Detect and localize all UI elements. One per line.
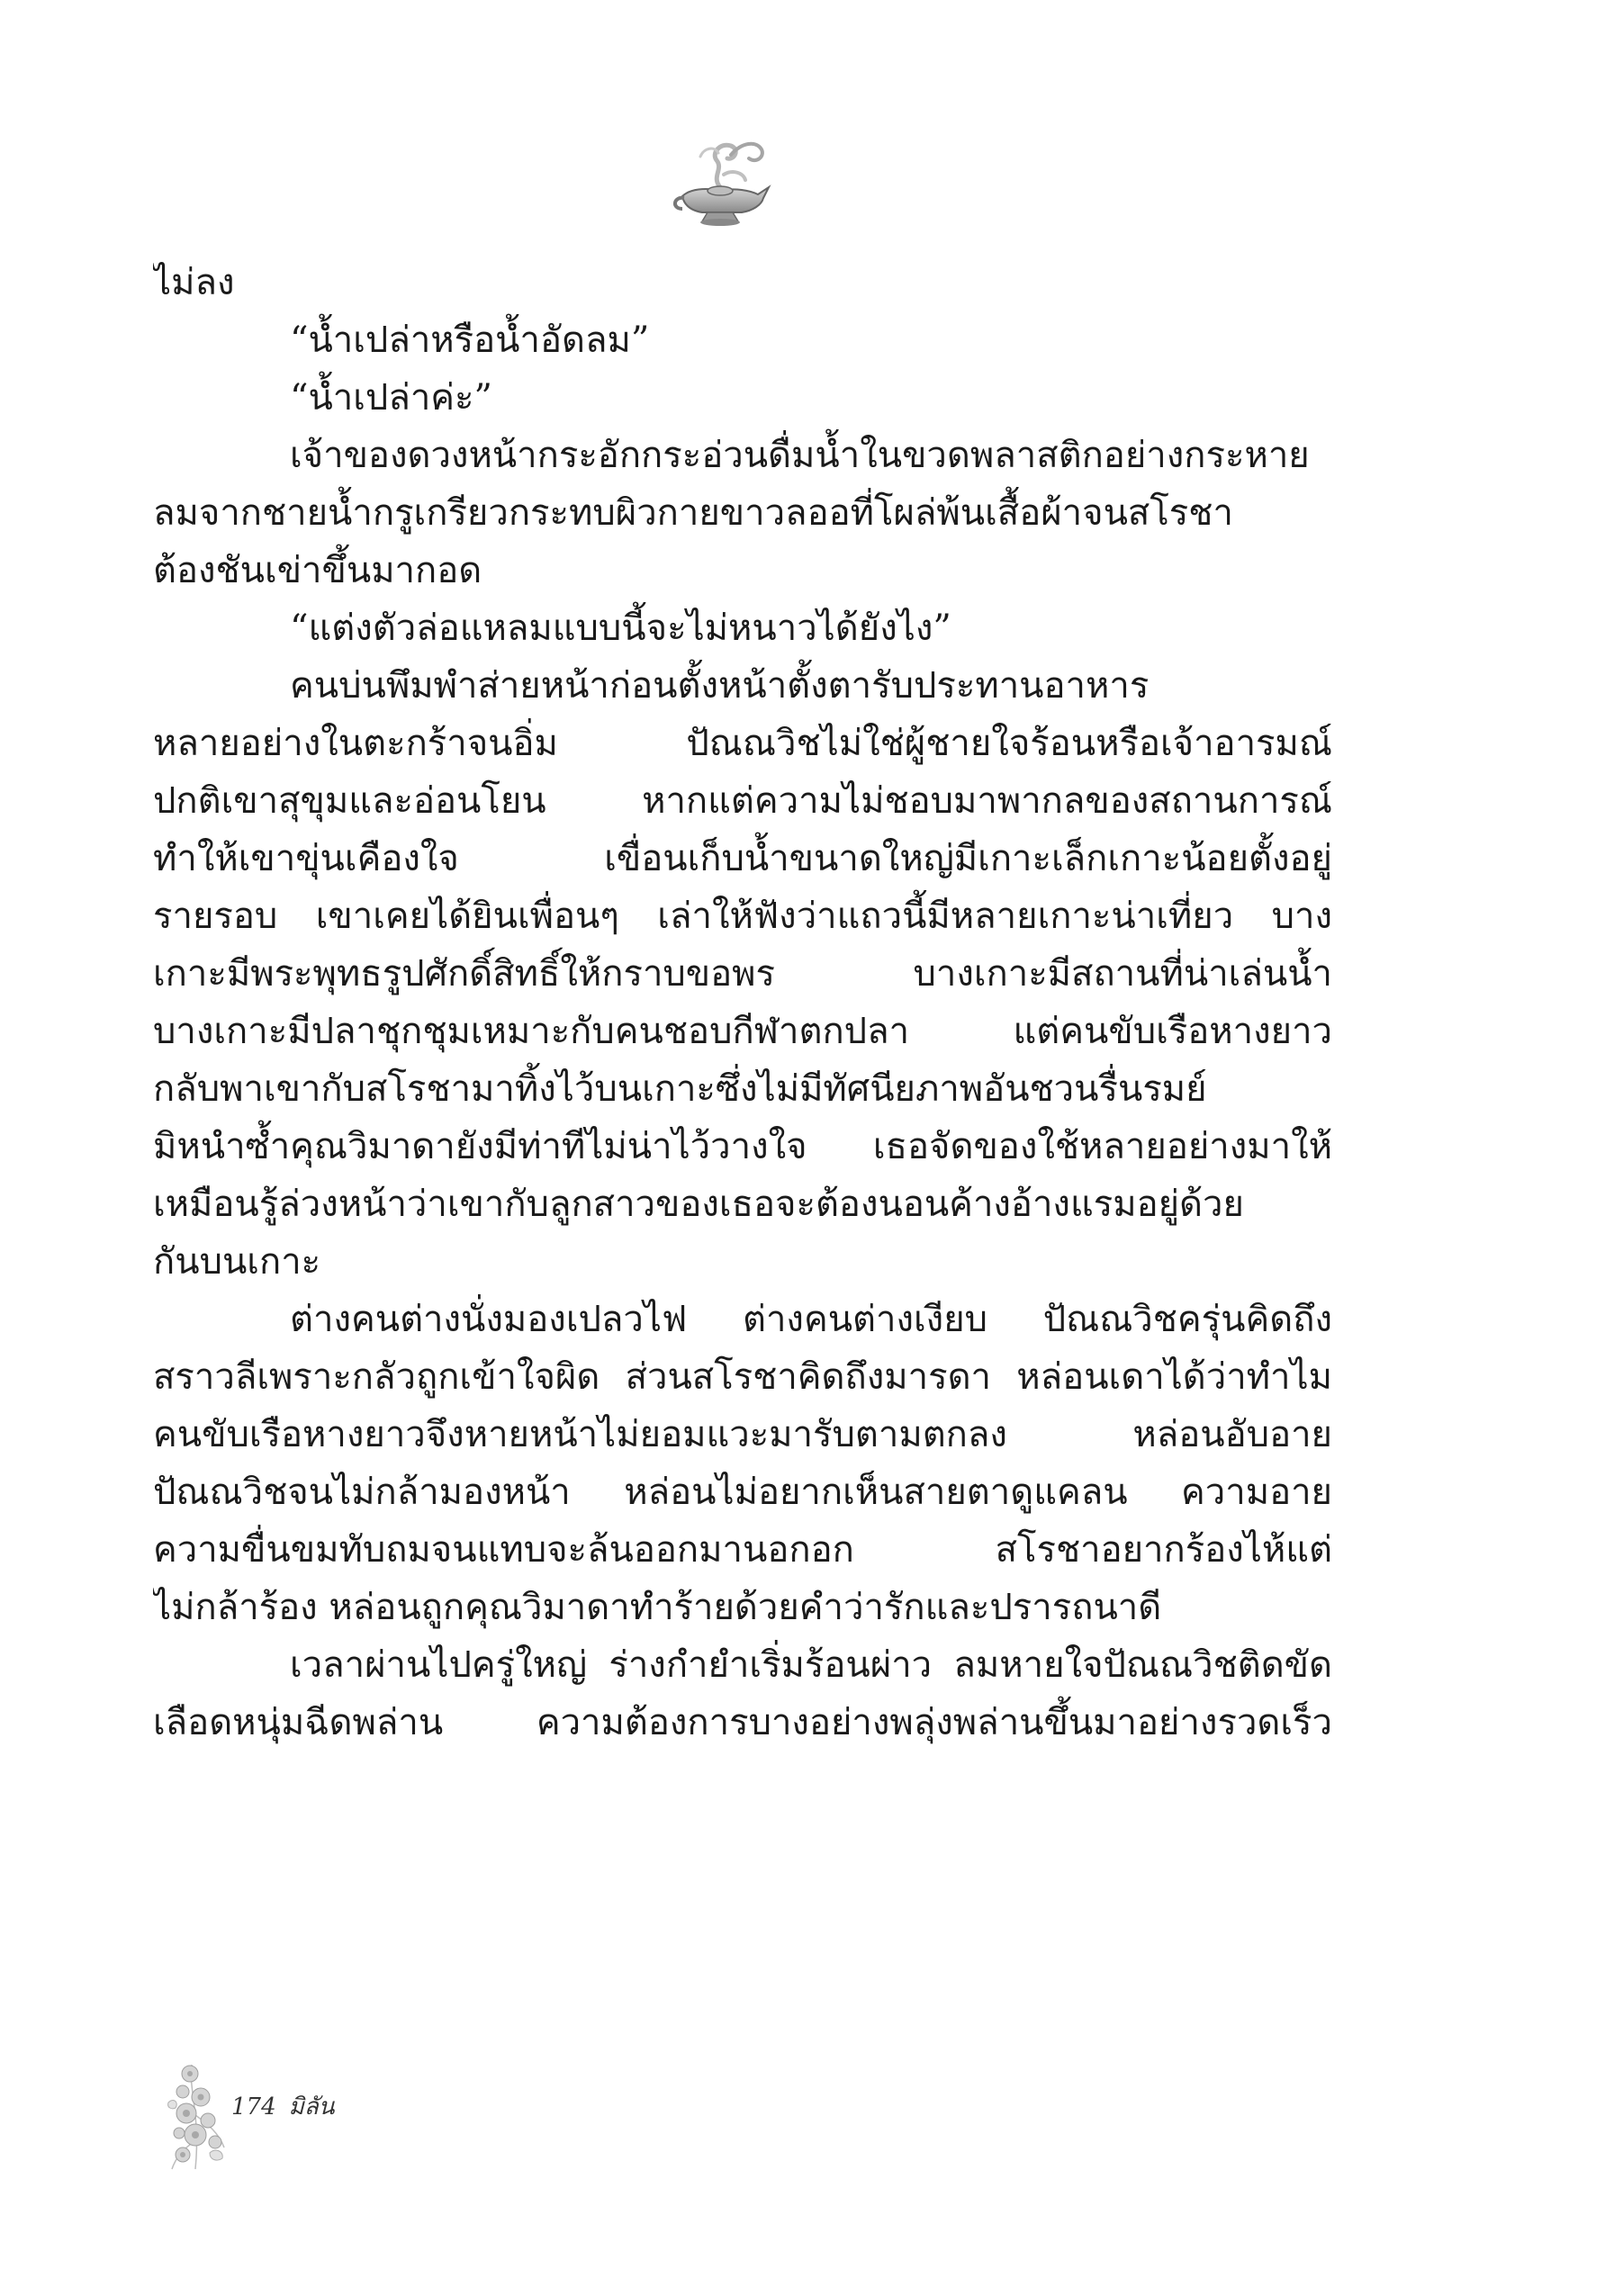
paragraph-line: บางเกาะมีปลาชุกชุมเหมาะกับคนชอบกีฬาตกปลา แต่คนขับเรือหางยาว xyxy=(153,1011,1332,1052)
paragraph-line: เกาะมีพระพุทธรูปศักดิ์สิทธิ์ให้กราบขอพร บางเกาะมีสถานที่น่าเล่นน้ำ xyxy=(153,953,1332,995)
paragraph-line: “น้ำเปล่าหรือน้ำอัดลม” xyxy=(290,320,650,361)
paragraph-line: ต้องชันเข่าขึ้นมากอด xyxy=(153,550,482,591)
paragraph-line: ทำให้เขาขุ่นเคืองใจ เขื่อนเก็บน้ำขนาดใหญ่มีเกาะเล็กเกาะน้อยตั้งอยู่ xyxy=(153,838,1332,879)
page-number: 174 xyxy=(231,2093,276,2120)
paragraph-line: หลายอย่างในตะกร้าจนอิ่ม ปัณณวิชไม่ใช่ผู้ชายใจร้อนหรือเจ้าอารมณ์ xyxy=(153,723,1332,764)
body-text xyxy=(153,254,1332,1751)
flower-ornament-icon xyxy=(156,2061,237,2174)
paragraph-line: ไม่กล้าร้อง หล่อนถูกคุณวิมาดาทำร้ายด้วยคำว่ารักและปรารถนาดี xyxy=(153,1587,1162,1628)
paragraph-line: ต่างคนต่างนั่งมองเปลวไฟ ต่างคนต่างเงียบ ปัณณวิชครุ่นคิดถึง xyxy=(290,1299,1332,1340)
paragraph-line: มิหนำซ้ำคุณวิมาดายังมีท่าทีไม่น่าไว้วางใจ เธอจัดของใช้หลายอย่างมาให้ xyxy=(153,1126,1332,1167)
paragraph-line: เลือดหนุ่มฉีดพล่าน ความต้องการบางอย่างพลุ่งพล่านขึ้นมาอย่างรวดเร็ว xyxy=(153,1702,1332,1743)
paragraph-line: สราวลีเพราะกลัวถูกเข้าใจผิด ส่วนสโรชาคิดถึงมารดา หล่อนเดาได้ว่าทำไม xyxy=(153,1356,1332,1398)
page-footer xyxy=(149,2061,419,2178)
genie-lamp-icon xyxy=(668,133,776,230)
paragraph-line: คนบ่นพึมพำส่ายหน้าก่อนตั้งหน้าตั้งตารับประทานอาหาร xyxy=(290,665,1150,707)
paragraph-line: ไม่ลง xyxy=(153,262,235,303)
paragraph-line: ปัณณวิชจนไม่กล้ามองหน้า หล่อนไม่อยากเห็นสายตาดูแคลน ความอาย xyxy=(153,1472,1332,1513)
paragraph-line: “น้ำเปล่าค่ะ” xyxy=(290,377,492,419)
paragraph-line: กันบนเกาะ xyxy=(153,1241,321,1283)
paragraph-line: ปกติเขาสุขุมและอ่อนโยน หากแต่ความไม่ชอบมาพากลของสถานการณ์ xyxy=(153,780,1332,822)
paragraph-line: ลมจากชายน้ำกรูเกรียวกระทบผิวกายขาวลออที่โผล่พ้นเสื้อผ้าจนสโรชา xyxy=(153,492,1233,534)
paragraph-line: กลับพาเขากับสโรชามาทิ้งไว้บนเกาะซึ่งไม่มีทัศนียภาพอันชวนรื่นรมย์ xyxy=(153,1068,1207,1110)
paragraph-line: รายรอบ เขาเคยได้ยินเพื่อนๆ เล่าให้ฟังว่าแถวนี้มีหลายเกาะน่าเที่ยว บาง xyxy=(153,896,1332,937)
paragraph-line: “แต่งตัวล่อแหลมแบบนี้จะไม่หนาวได้ยังไง” xyxy=(290,608,951,649)
paragraph-line: เวลาผ่านไปครู่ใหญ่ ร่างกำยำเริ่มร้อนผ่าว ลมหายใจปัณณวิชติดขัด xyxy=(290,1644,1332,1686)
paragraph-line: คนขับเรือหางยาวจึงหายหน้าไม่ยอมแวะมารับตามตกลง หล่อนอับอาย xyxy=(153,1414,1332,1455)
paragraph-line: เหมือนรู้ล่วงหน้าว่าเขากับลูกสาวของเธอจะต้องนอนค้างอ้างแรมอยู่ด้วย xyxy=(153,1184,1244,1225)
book-title: มิลัน xyxy=(288,2093,335,2120)
paragraph-line: เจ้าของดวงหน้ากระอักกระอ่วนดื่มน้ำในขวดพลาสติกอย่างกระหาย xyxy=(290,435,1310,476)
folio xyxy=(231,2088,335,2125)
paragraph-line: ความขื่นขมทับถมจนแทบจะล้นออกมานอกอก สโรชาอยากร้องไห้แต่ xyxy=(153,1529,1332,1571)
